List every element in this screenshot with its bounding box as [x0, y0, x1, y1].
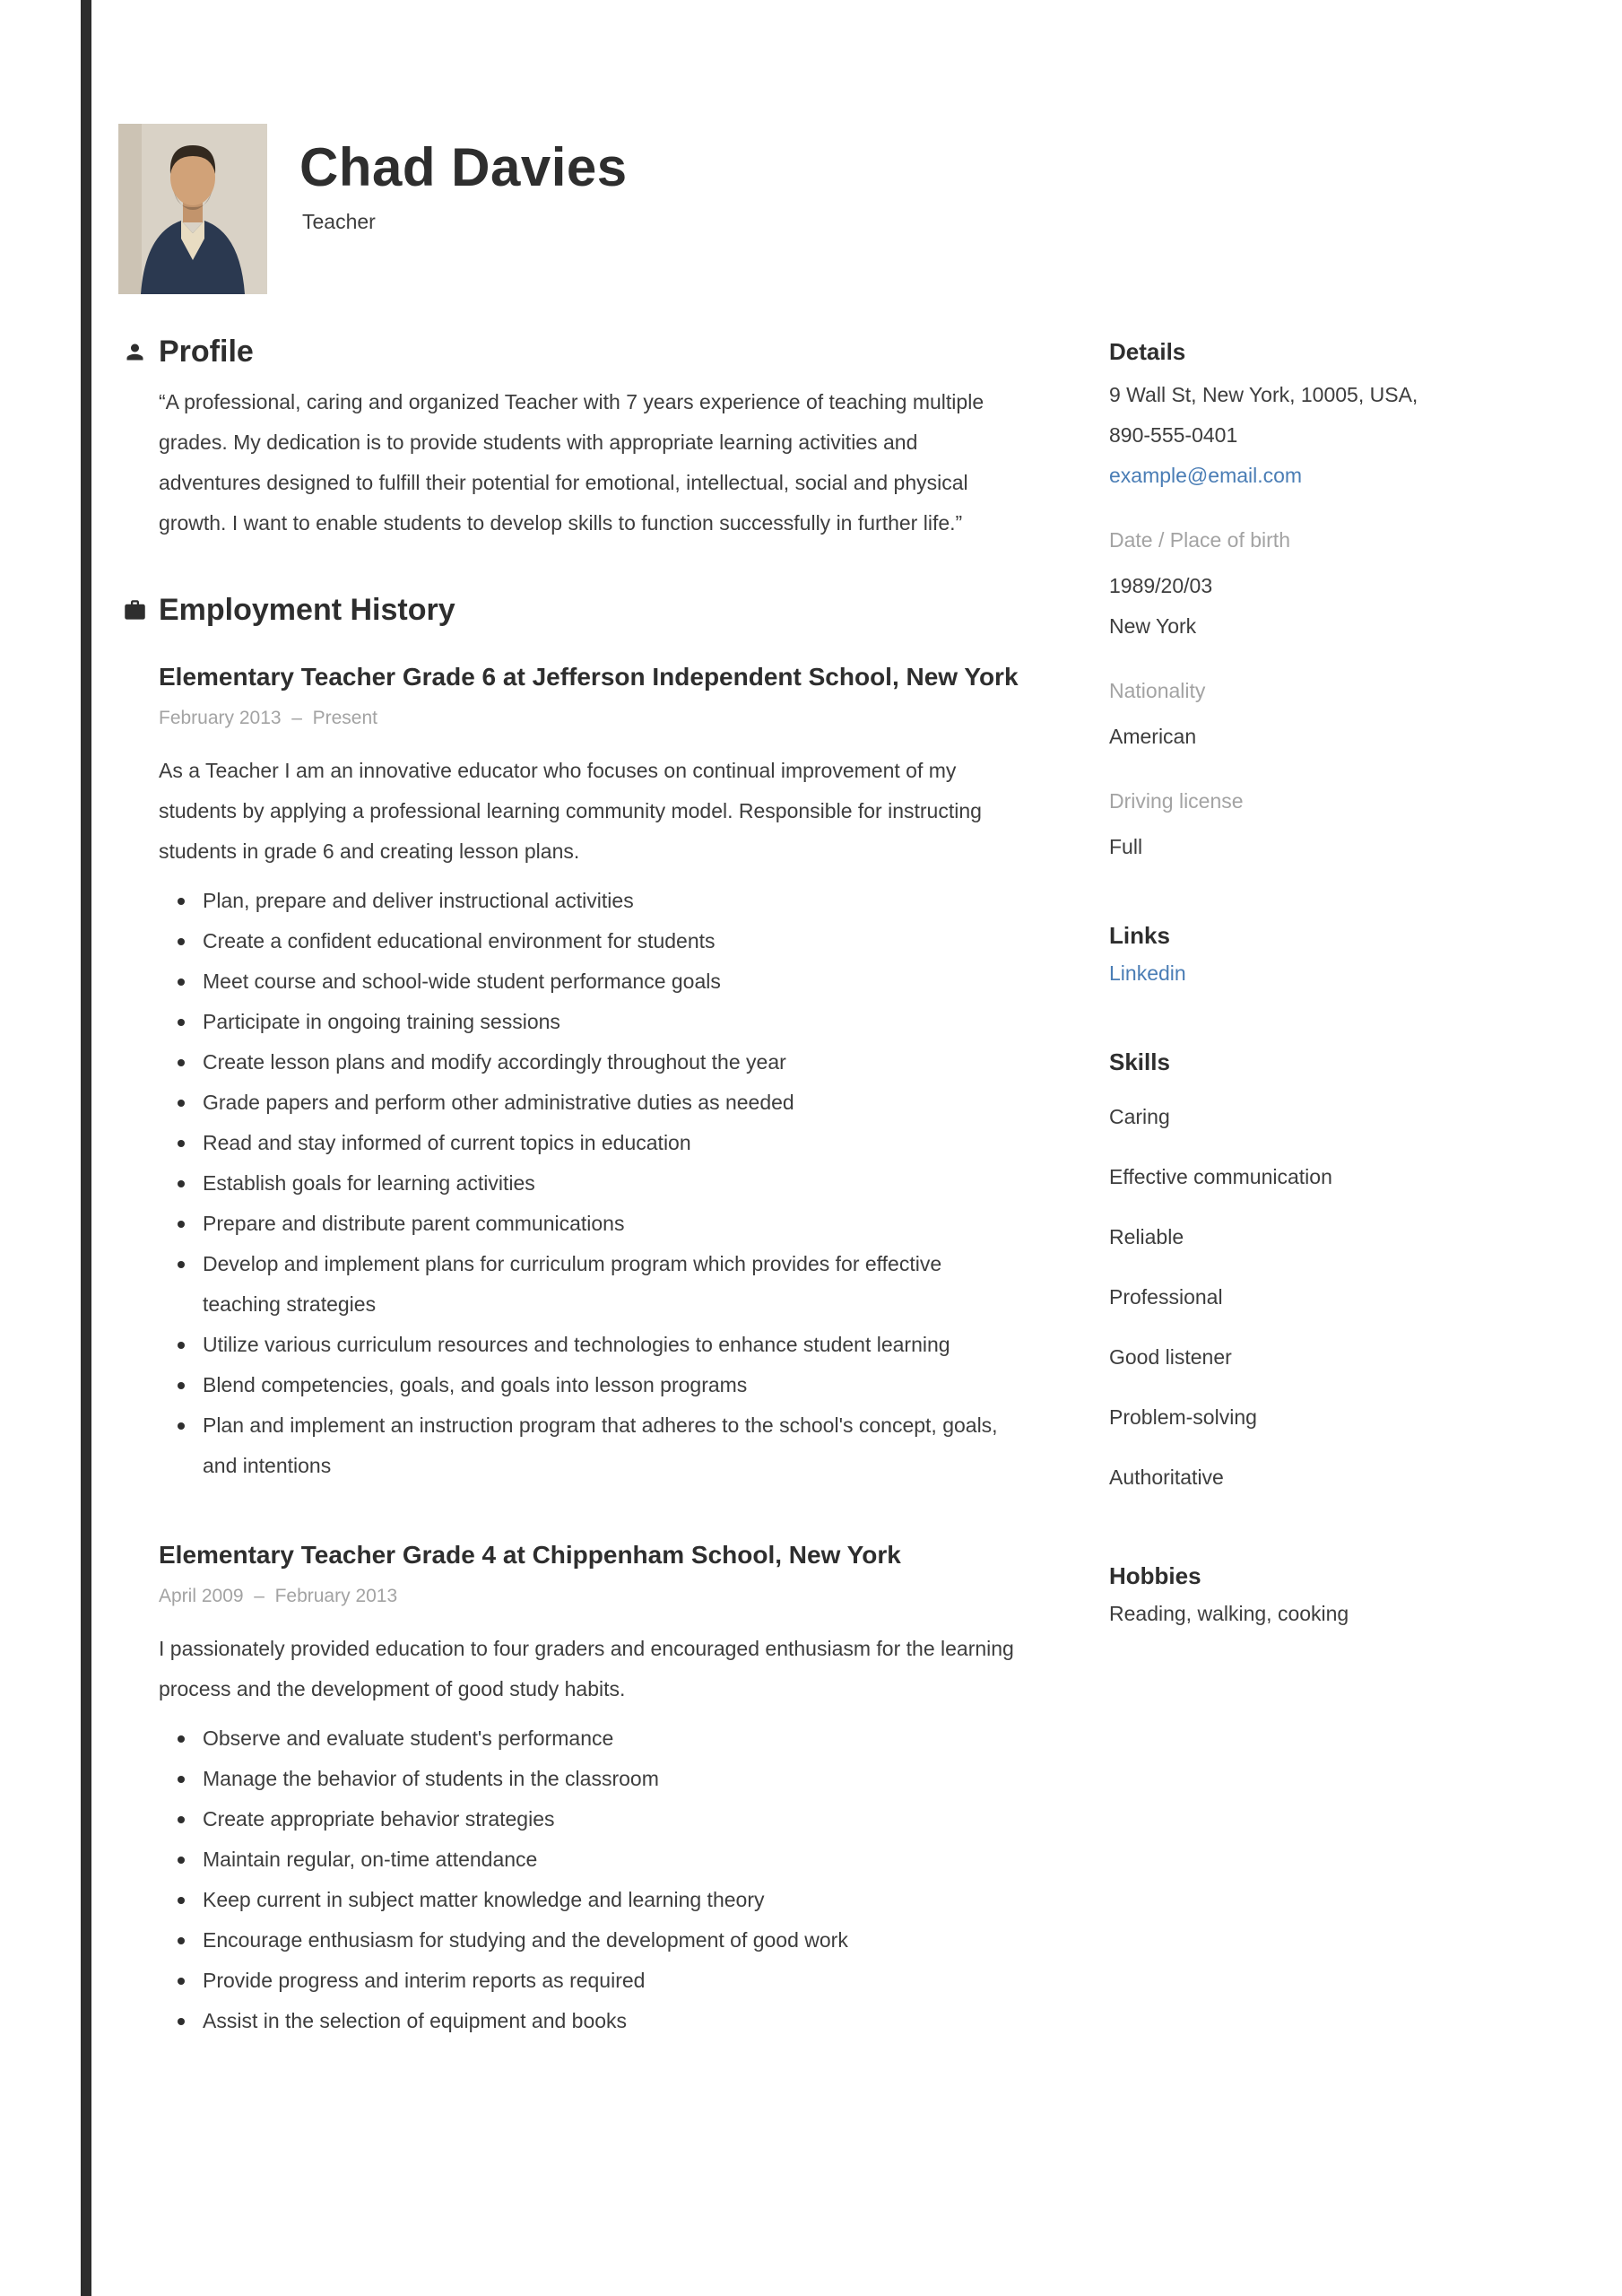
- job-entry-1: [159, 655, 1019, 1486]
- address-line: 9 Wall St, New York, 10005, USA,: [1109, 383, 1418, 406]
- job-duty: Establish goals for learning activities: [159, 1163, 1019, 1204]
- job-description: I passionately provided education to four graders and encouraged enthusiasm for the learning process and the development of good study habits.: [159, 1637, 1014, 1700]
- hobbies-text: Reading, walking, cooking: [1109, 1602, 1349, 1625]
- job-duty: Blend competencies, goals, and goals into lesson programs: [159, 1365, 1019, 1405]
- name-block: [299, 124, 628, 234]
- profile-photo: [118, 124, 267, 294]
- driving-license-group: [1109, 781, 1505, 867]
- job-duty: Create lesson plans and modify accordingly throughout the year: [159, 1042, 1019, 1083]
- header: [0, 0, 1622, 294]
- job-duty: Meet course and school-wide student performance goals: [159, 961, 1019, 1002]
- skills-heading: Skills: [1109, 1048, 1170, 1075]
- skill-item: Professional: [1109, 1285, 1223, 1309]
- left-edge-strip: [81, 0, 91, 2296]
- job-duty: Plan, prepare and deliver instructional activities: [159, 881, 1019, 921]
- job-duty: Develop and implement plans for curriculum program which provides for effective teaching strategies: [159, 1244, 1019, 1325]
- job-duty: Create a confident educational environment for students: [159, 921, 1019, 961]
- details-heading: Details: [1109, 338, 1186, 365]
- job-duty: Participate in ongoing training sessions: [159, 1002, 1019, 1042]
- skill-item: Effective communication: [1109, 1165, 1332, 1188]
- birth-date: 1989/20/03: [1109, 574, 1213, 597]
- links-heading: Links: [1109, 922, 1170, 949]
- profile-photo-image: [118, 124, 267, 294]
- candidate-name: Chad Davies: [299, 137, 628, 197]
- skill-item: Caring: [1109, 1105, 1170, 1128]
- job-duty: Assist in the selection of equipment and books: [159, 2001, 1019, 2041]
- profile-text: “A professional, caring and organized Teacher with 7 years experience of teaching multiple grades. My dedication is to provide students with appropriate learning activities and adventures designed to fulfill their potential for emotional, intellectual, social and physical growth. I want to enable students to develop skills to function successfully in further life.”: [159, 390, 984, 535]
- job-dates: April 2009 – February 2013: [159, 1586, 398, 1606]
- job-duty: Grade papers and perform other administrative duties as needed: [159, 1083, 1019, 1123]
- sidebar: [1109, 334, 1505, 1634]
- employment-section: [159, 592, 1019, 2041]
- job-duty: Observe and evaluate student's performance: [159, 1718, 1019, 1759]
- job-duties-list: [159, 1718, 1019, 2041]
- job-duty: Create appropriate behavior strategies: [159, 1799, 1019, 1839]
- linkedin-link[interactable]: Linkedin: [1109, 961, 1186, 985]
- profile-heading: [159, 334, 1019, 370]
- job-duties-list: [159, 881, 1019, 1486]
- profile-heading-label: Profile: [159, 335, 254, 369]
- job-duty: Read and stay informed of current topics in education: [159, 1123, 1019, 1163]
- employment-heading-label: Employment History: [159, 593, 455, 627]
- person-icon: [123, 340, 147, 364]
- skill-item: Problem-solving: [1109, 1405, 1257, 1429]
- nationality-label: Nationality: [1109, 679, 1206, 702]
- nationality-value: American: [1109, 725, 1197, 748]
- job-duty: Provide progress and interim reports as required: [159, 1961, 1019, 2001]
- skill-item: Good listener: [1109, 1345, 1232, 1369]
- briefcase-icon: [123, 598, 147, 622]
- job-title: Elementary Teacher Grade 6 at Jefferson Independent School, New York: [159, 663, 1019, 691]
- job-dates: February 2013 – Present: [159, 708, 377, 728]
- job-duty: Keep current in subject matter knowledge and learning theory: [159, 1880, 1019, 1920]
- driving-license-label: Driving license: [1109, 789, 1244, 813]
- birth-group: [1109, 520, 1505, 647]
- skills-list: [1109, 1087, 1505, 1508]
- phone-number: 890-555-0401: [1109, 423, 1238, 447]
- job-duty: Prepare and distribute parent communications: [159, 1204, 1019, 1244]
- job-duty: Encourage enthusiasm for studying and the development of good work: [159, 1920, 1019, 1961]
- job-description: As a Teacher I am an innovative educator who focuses on continual improvement of my students by applying a professional learning community model. Responsible for instructing students in grade 6 and creating lesson plans.: [159, 759, 982, 863]
- birth-place: New York: [1109, 614, 1197, 638]
- job-duty: Plan and implement an instruction program that adheres to the school's concept, goals, and intentions: [159, 1405, 1019, 1486]
- job-duty: Manage the behavior of students in the classroom: [159, 1759, 1019, 1799]
- job-duty: Maintain regular, on-time attendance: [159, 1839, 1019, 1880]
- details-block: [1109, 375, 1505, 496]
- driving-license-value: Full: [1109, 835, 1143, 858]
- job-entry-2: [159, 1533, 1019, 2041]
- content-columns: [0, 334, 1622, 2041]
- profile-section: [159, 334, 1019, 544]
- job-duty: Utilize various curriculum resources and technologies to enhance student learning: [159, 1325, 1019, 1365]
- email-link[interactable]: example@email.com: [1109, 464, 1303, 487]
- skill-item: Reliable: [1109, 1225, 1184, 1248]
- main-column: [159, 334, 1019, 2041]
- birth-label: Date / Place of birth: [1109, 528, 1290, 552]
- hobbies-heading: Hobbies: [1109, 1562, 1201, 1589]
- candidate-title: Teacher: [302, 210, 376, 233]
- employment-heading: [159, 592, 1019, 628]
- skill-item: Authoritative: [1109, 1465, 1224, 1489]
- job-title: Elementary Teacher Grade 4 at Chippenham School, New York: [159, 1541, 901, 1569]
- nationality-group: [1109, 671, 1505, 757]
